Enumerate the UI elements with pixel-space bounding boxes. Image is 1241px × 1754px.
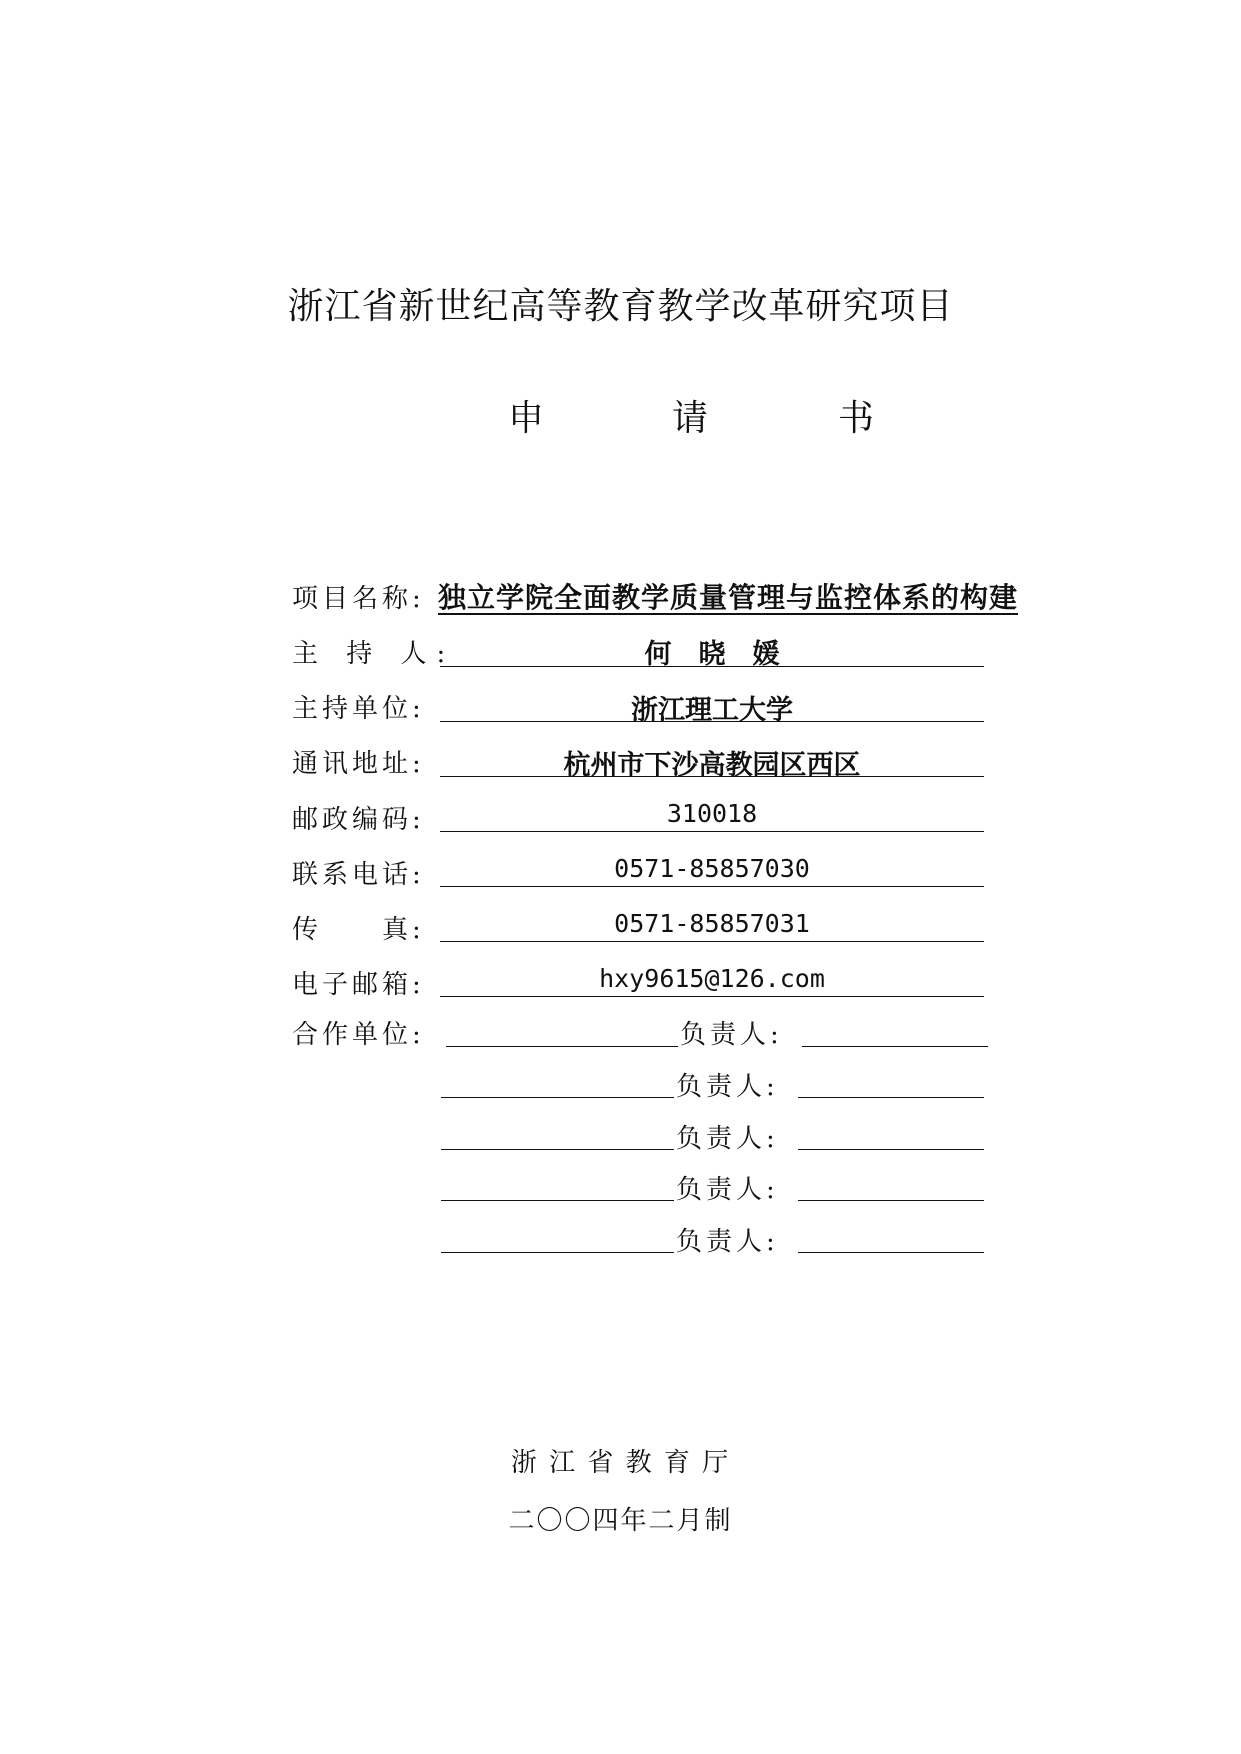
cooperation-person-line-5	[798, 1252, 984, 1253]
cooperation-person-line-3	[798, 1149, 984, 1150]
cooperation-unit-line-3	[441, 1149, 674, 1150]
subtitle-char-1: 申	[508, 398, 545, 439]
field-line-postcode	[440, 831, 984, 832]
cooperation-unit-line-4	[441, 1200, 674, 1201]
cooperation-unit-line-2	[441, 1097, 674, 1098]
cooperation-person-line-1	[802, 1046, 988, 1047]
field-label-postcode: 邮政编码:	[292, 805, 425, 835]
field-label-email: 电子邮箱:	[292, 970, 425, 1000]
document-subtitle	[0, 390, 1241, 440]
subtitle-char-3: 书	[838, 398, 875, 439]
issue-date: 二〇〇四年二月制	[508, 1506, 733, 1536]
field-label-address: 通讯地址:	[292, 749, 425, 779]
cooperation-person-line-4	[798, 1200, 984, 1201]
field-label-host-unit: 主持单位:	[292, 694, 425, 724]
field-label-project-name: 项目名称:	[292, 584, 425, 614]
cooperation-person-line-2	[798, 1097, 984, 1098]
field-line-fax	[440, 941, 984, 942]
issuer-name: 浙 江 省 教 育 厅	[510, 1448, 731, 1478]
cooperation-person-label-5: 负责人:	[676, 1227, 779, 1257]
field-label-host: 主 持 人:	[292, 639, 456, 669]
cooperation-unit-line-1	[446, 1046, 678, 1047]
cooperation-person-label-4: 负责人:	[676, 1175, 779, 1205]
cooperation-unit-line-5	[441, 1252, 674, 1253]
field-value-fax: 0571-85857031	[614, 909, 810, 938]
field-value-postcode: 310018	[666, 799, 758, 828]
cooperation-person-label-3: 负责人:	[676, 1124, 779, 1154]
field-value-host-unit: 浙江理工大学	[631, 695, 793, 726]
document-title: 浙江省新世纪高等教育教学改革研究项目	[287, 286, 954, 327]
field-value-email: hxy9615@126.com	[599, 964, 825, 993]
cooperation-label: 合作单位:	[292, 1020, 425, 1050]
cooperation-person-label-1: 负责人:	[680, 1020, 783, 1050]
field-value-phone: 0571-85857030	[614, 854, 810, 883]
field-label-fax: 传 真:	[292, 915, 425, 945]
field-line-address	[440, 776, 984, 777]
field-label-phone: 联系电话:	[292, 860, 425, 890]
cooperation-person-label-2: 负责人:	[676, 1072, 779, 1102]
subtitle-char-2: 请	[672, 398, 709, 439]
field-line-phone	[440, 886, 984, 887]
field-line-email	[440, 996, 984, 997]
field-value-address: 杭州市下沙高教园区西区	[563, 750, 861, 781]
field-value-project-name: 独立学院全面教学质量管理与监控体系的构建	[438, 581, 1019, 614]
field-value-host: 何 晓 媛	[644, 639, 780, 670]
field-line-host-unit	[440, 721, 984, 722]
field-line-host	[440, 666, 984, 667]
